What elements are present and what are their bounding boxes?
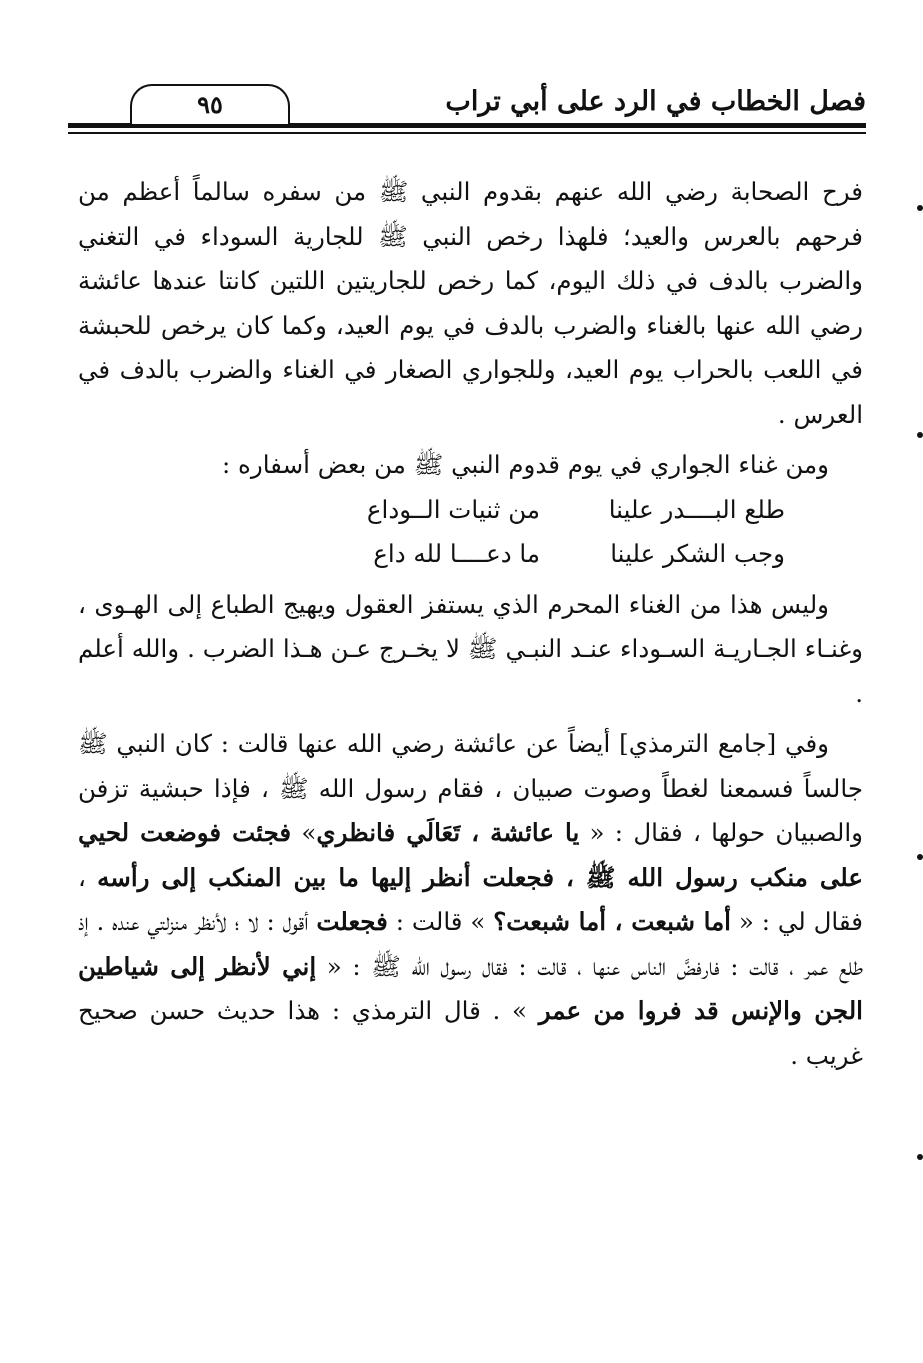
page-number-badge (130, 84, 290, 124)
header-rule-thin (68, 132, 866, 134)
running-title: فصل الخطاب في الرد على أبي تراب (445, 86, 866, 117)
paragraph-song-intro: ومن غناء الجواري في يوم قدوم النبي ﷺ من بعض أسفاره : (222, 450, 829, 479)
paragraph-not-forbidden: وليس هذا من الغناء المحرم الذي يستفز العقول ويهيج الطباع إلى الهـوى ، وغنـاء الجـاريـة السـوداء عنـد النبـي ﷺ لا يخـرج عـن هـذا الضرب . والله أعلم . (78, 589, 863, 708)
hadith-text: » قالت : (387, 907, 494, 936)
hadith-text: أقول : لا ؛ لأنظر منزلتي عنده . إذ طلع عمر ، قالت : فارفضَّ الناس عنها ، قالت : فقال رسول الله ﷺ : « (78, 907, 863, 981)
poem-line-1 (78, 488, 863, 533)
margin-mark (917, 205, 923, 211)
paragraph-joy-at-return: فرح الصحابة رضي الله عنهم بقدوم النبي ﷺ من سفره سالماً أعظم من فرحهم بالعرس والعيد؛ فلهذا رخص النبي ﷺ للجارية السوداء في التغني والضرب بالدف في ذلك اليوم، كما رخص للجاريتين اللتين كانتا عندها عائشة رضي الله عنها بالغناء والضرب بالدف في يوم العيد، وكما كان يرخص للحبشة في اللعب بالحراب يوم العيد، وللجواري الصغار في الغناء والضرب بالدف في العرس . (78, 177, 863, 429)
margin-mark (917, 432, 923, 438)
hadith-quote-enough: أما شبعت ، أما شبعت؟ (493, 907, 731, 936)
page-header (68, 82, 866, 134)
hadith-quote-come-look: يا عائشة ، تَعَالَي فانظري (316, 818, 580, 847)
poem-line-1-second-half: من ثنيات الــوداع (366, 494, 540, 524)
poem-line-1-first-half: طلع البــــدر علينا (608, 494, 785, 524)
margin-mark (917, 1154, 923, 1160)
hadith-text: » (291, 818, 317, 847)
paragraph-tirmidhi-hadith (78, 722, 863, 1078)
poem-line-2 (78, 532, 863, 577)
hadith-bold-text: فجعلت (316, 907, 388, 936)
margin-mark (917, 854, 923, 860)
hadith-bold-text: فجئت فوضعت لحيي على منكب رسول الله ﷺ ، فجعلت أنظر إليها ما بين المنكب إلى رأسه (78, 818, 864, 892)
page-body (78, 170, 863, 1078)
page-number: ٩٥ (197, 90, 223, 119)
poem-line-2-first-half: وجب الشكر علينا (610, 539, 785, 568)
hadith-quote-devils-fled: إني لأنظر إلى شياطين الجن والإنس قد فروا من عمر (78, 951, 863, 1025)
hadith-text: وفي [جامع الترمذي] أيضاً عن عائشة رضي الله عنها قالت : كان النبي ﷺ جالساً فسمعنا لغطاً وصوت صبيان ، فقام رسول الله ﷺ ، فإذا حبشية تزفن والصبيان حولها ، فقال : « (78, 729, 864, 847)
hadith-text: » . قال الترمذي : هذا حديث حسن صحيح غريب . (78, 996, 863, 1070)
poem-line-2-second-half: ما دعــــا لله داع (373, 539, 540, 568)
hadith-text: ، فقال لي : « (78, 862, 863, 936)
